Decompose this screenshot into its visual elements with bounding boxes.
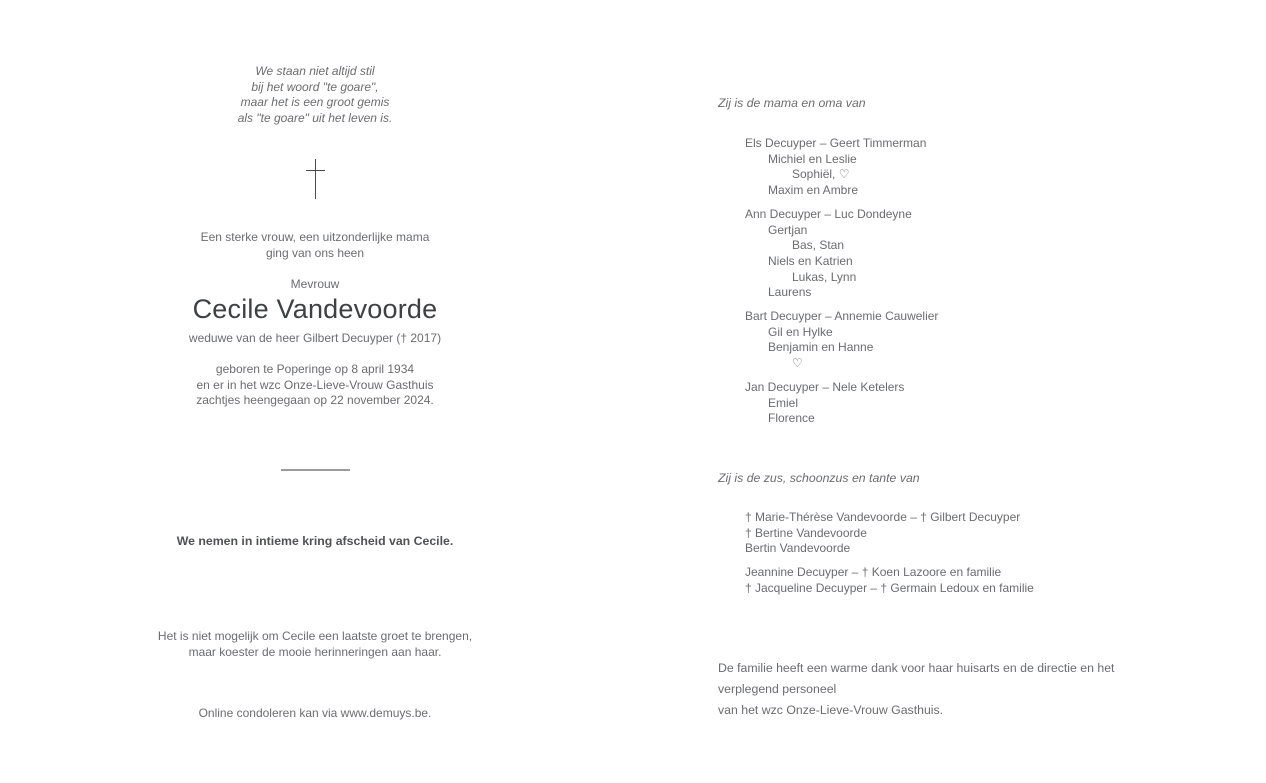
intro-line: ging van ons heen xyxy=(265,245,365,260)
family-line: Emiel xyxy=(768,395,799,410)
mama-section-header: Zij is de mama en oma van xyxy=(718,96,866,110)
life-line: geboren te Poperinge op 8 april 1934 xyxy=(215,362,415,376)
life-line: zachtjes heengegaan op 22 november 2024. xyxy=(196,393,434,408)
divider-line xyxy=(281,469,350,471)
family-line: Gertjan xyxy=(768,222,808,237)
right-page xyxy=(633,0,1266,783)
family-line: Jan Decuyper – Nele Ketelers xyxy=(745,379,905,394)
poem-line: We staan niet altijd stil xyxy=(255,64,375,78)
family-line: Bas, Stan xyxy=(792,238,845,253)
no-greeting-notice xyxy=(65,629,565,660)
cross-vertical-bar xyxy=(315,159,316,199)
family-line: Maxim en Ambre xyxy=(768,183,859,198)
family-line: Niels en Katrien xyxy=(768,253,853,268)
family-group-ann xyxy=(745,207,1225,301)
notice-line: Het is niet mogelijk om Cecile een laatste groet te brengen, xyxy=(157,629,473,643)
family-line: Els Decuyper – Geert Timmerman xyxy=(745,136,927,150)
cross-horizontal-bar xyxy=(306,170,325,171)
family-line: † Bertine Vandevoorde xyxy=(745,525,867,540)
family-group-els xyxy=(745,136,1225,199)
thanks-text xyxy=(718,658,1163,721)
family-line: Lukas, Lynn xyxy=(792,269,857,284)
thanks-line: De familie heeft een warme dank voor haar huisarts en de directie en het verplegend personeel xyxy=(718,661,1115,696)
family-line: Florence xyxy=(768,411,815,426)
poem-line: maar het is een groot gemis xyxy=(240,95,390,110)
birth-death-text xyxy=(65,362,565,409)
family-group-bart xyxy=(745,309,1225,372)
online-condolence-text: Online condoleren kan via www.demuys.be. xyxy=(198,706,432,720)
family-line: Bertin Vandevoorde xyxy=(745,541,851,556)
family-line: Benjamin en Hanne xyxy=(768,340,874,355)
deceased-name: Cecile Vandevoorde xyxy=(192,294,438,324)
family-line: † Jacqueline Decuyper – † Germain Ledoux en familie xyxy=(745,580,1034,595)
family-line: Gil en Hylke xyxy=(768,324,833,339)
family-line: Sophiël, ♡ xyxy=(792,167,850,182)
heart-icon: ♡ xyxy=(792,356,803,371)
siblings-group xyxy=(745,510,1225,557)
family-line: Jeannine Decuyper – † Koen Lazoore en familie xyxy=(745,565,1002,580)
family-line: Bart Decuyper – Annemie Cauwelier xyxy=(745,309,939,324)
family-group-jan xyxy=(745,380,1225,427)
cross-icon xyxy=(0,159,633,201)
family-line: Laurens xyxy=(768,285,812,300)
sister-section-header: Zij is de zus, schoonzus en tante van xyxy=(718,471,920,485)
thanks-line: van het wzc Onze-Lieve-Vrouw Gasthuis. xyxy=(718,703,944,717)
poem-line: bij het woord "te goare", xyxy=(251,79,379,94)
family-line: Ann Decuyper – Luc Dondeyne xyxy=(745,206,912,221)
salutation: Mevrouw xyxy=(290,277,340,291)
sister-family-list xyxy=(745,510,1225,605)
poem-text xyxy=(65,64,565,127)
notice-line: maar koester de mooie herinneringen aan haar. xyxy=(188,644,442,659)
life-line: en er in het wzc Onze-Lieve-Vrouw Gasthuis xyxy=(196,377,434,392)
poem-line: als "te goare" uit het leven is. xyxy=(237,111,393,126)
family-line: † Marie-Thérèse Vandevoorde – † Gilbert Decuyper xyxy=(745,510,1021,524)
family-line: Michiel en Leslie xyxy=(768,151,857,166)
farewell-text: We nemen in intieme kring afscheid van Cecile. xyxy=(176,534,454,548)
widow-line: weduwe van de heer Gilbert Decuyper († 2017) xyxy=(188,331,442,345)
intro-text xyxy=(65,230,565,261)
intro-line: Een sterke vrouw, een uitzonderlijke mama xyxy=(200,230,430,244)
mama-family-list xyxy=(745,136,1225,435)
siblings-in-law-group xyxy=(745,565,1225,596)
